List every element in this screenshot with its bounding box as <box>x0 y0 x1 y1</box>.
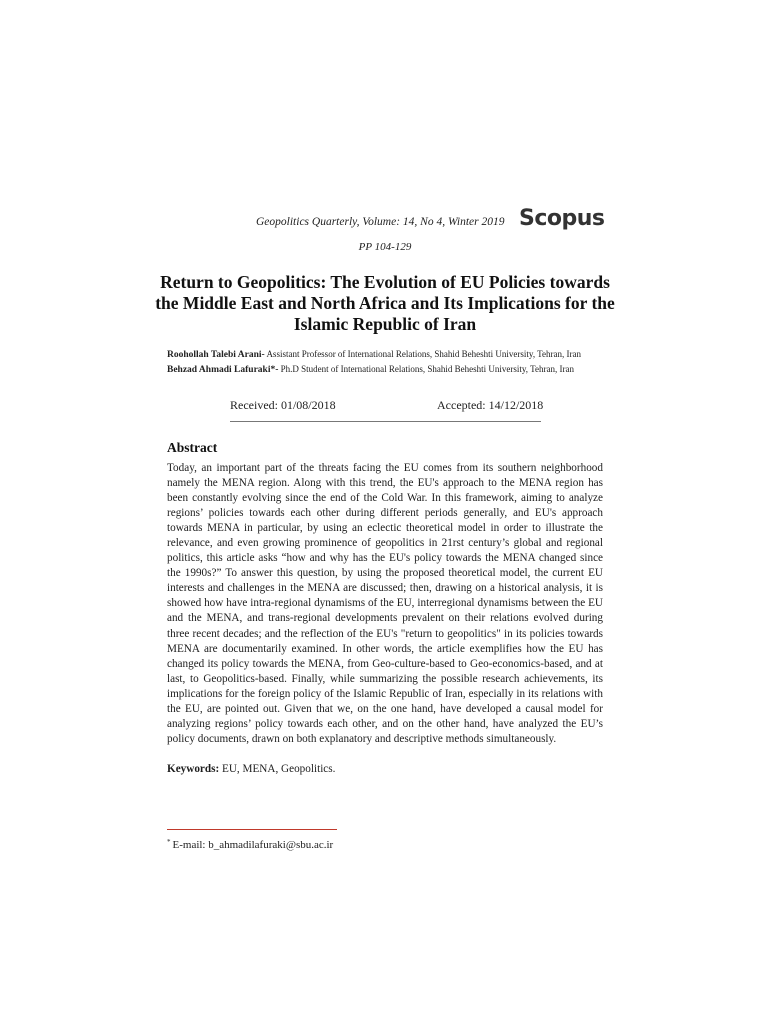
author-1 <box>167 349 581 360</box>
scopus-logo: Scopus <box>519 206 605 231</box>
page-range: PP 104-129 <box>358 241 412 253</box>
article-title: Return to Geopolitics: The Evolution of EU Policies towards the Middle East and North Africa and Its Implications for the Islamic Republic of Iran <box>155 272 615 334</box>
author-2 <box>167 364 574 375</box>
journal-header <box>0 206 770 236</box>
author-2-affiliation: Ph.D Student of International Relations, Shahid Beheshti University, Tehran, Iran <box>280 364 574 374</box>
footnote-mark: * <box>167 838 171 846</box>
date-divider <box>230 421 541 422</box>
received-date: Received: 01/08/2018 <box>230 398 336 412</box>
keywords-label: Keywords: <box>167 763 220 775</box>
footnote <box>167 838 333 851</box>
author-2-name: Behzad Ahmadi Lafuraki*- <box>167 365 279 375</box>
footnote-divider <box>167 829 337 830</box>
abstract-text: Today, an important part of the threats facing the EU comes from its southern neighborhood namely the MENA region. Along with this trend, the EU's approach to the MENA region has been constantly evolving since the end of the Cold War. In this framework, aiming to analyze regions’ policies towards each other during different periods generally, and EU's approach towards MENA in particular, by using an eclectic theoretical model in order to illustrate the relevance, and even growing prominence of geopolitics in 21rst century’s global and regional politics, this article asks “how and why has the EU's policy towards the MENA changed since the 1990s?” To answer this question, by using the proposed theoretical model, the current EU interests and challenges in the MENA are discussed; then, drawing on a historical analysis, it is showed how have intra-regional dynamisms of the EU, interregional dynamisms between the EU and the MENA, and trans-regional developments prevalent on their relations evolved during three recent decades; and the reflection of the EU's "return to geopolitics" in its policies towards MENA are documentarily examined. In other words, the article exemplifies how the EU has changed its policy towards the MENA, from Geo-culture-based to Geo-economics-based, and at last, to Geopolitics-based. Finally, while summarizing the possible research achievements, its implications for the foreign policy of the Islamic Republic of Iran, especially in its relations with the EU, are pointed out. Given that we, on the one hand, have developed a causal model for analyzing regions’ policy towards each other, and on the other hand, have analyzed the EU’s policy documents, drawn on both explanatory and descriptive methods simultaneously. <box>167 462 603 745</box>
author-1-name: Roohollah Talebi Arani- <box>167 350 265 360</box>
keywords-value: EU, MENA, Geopolitics. <box>222 763 336 775</box>
footnote-email: E-mail: b_ahmadilafuraki@sbu.ac.ir <box>172 839 334 851</box>
keywords <box>167 763 335 775</box>
author-1-affiliation: Assistant Professor of International Relations, Shahid Beheshti University, Tehran, Iran <box>266 349 581 359</box>
accepted-date: Accepted: 14/12/2018 <box>437 398 544 412</box>
abstract-heading: Abstract <box>167 440 218 455</box>
journal-info: Geopolitics Quarterly, Volume: 14, No 4, Winter 2019 <box>256 216 505 228</box>
